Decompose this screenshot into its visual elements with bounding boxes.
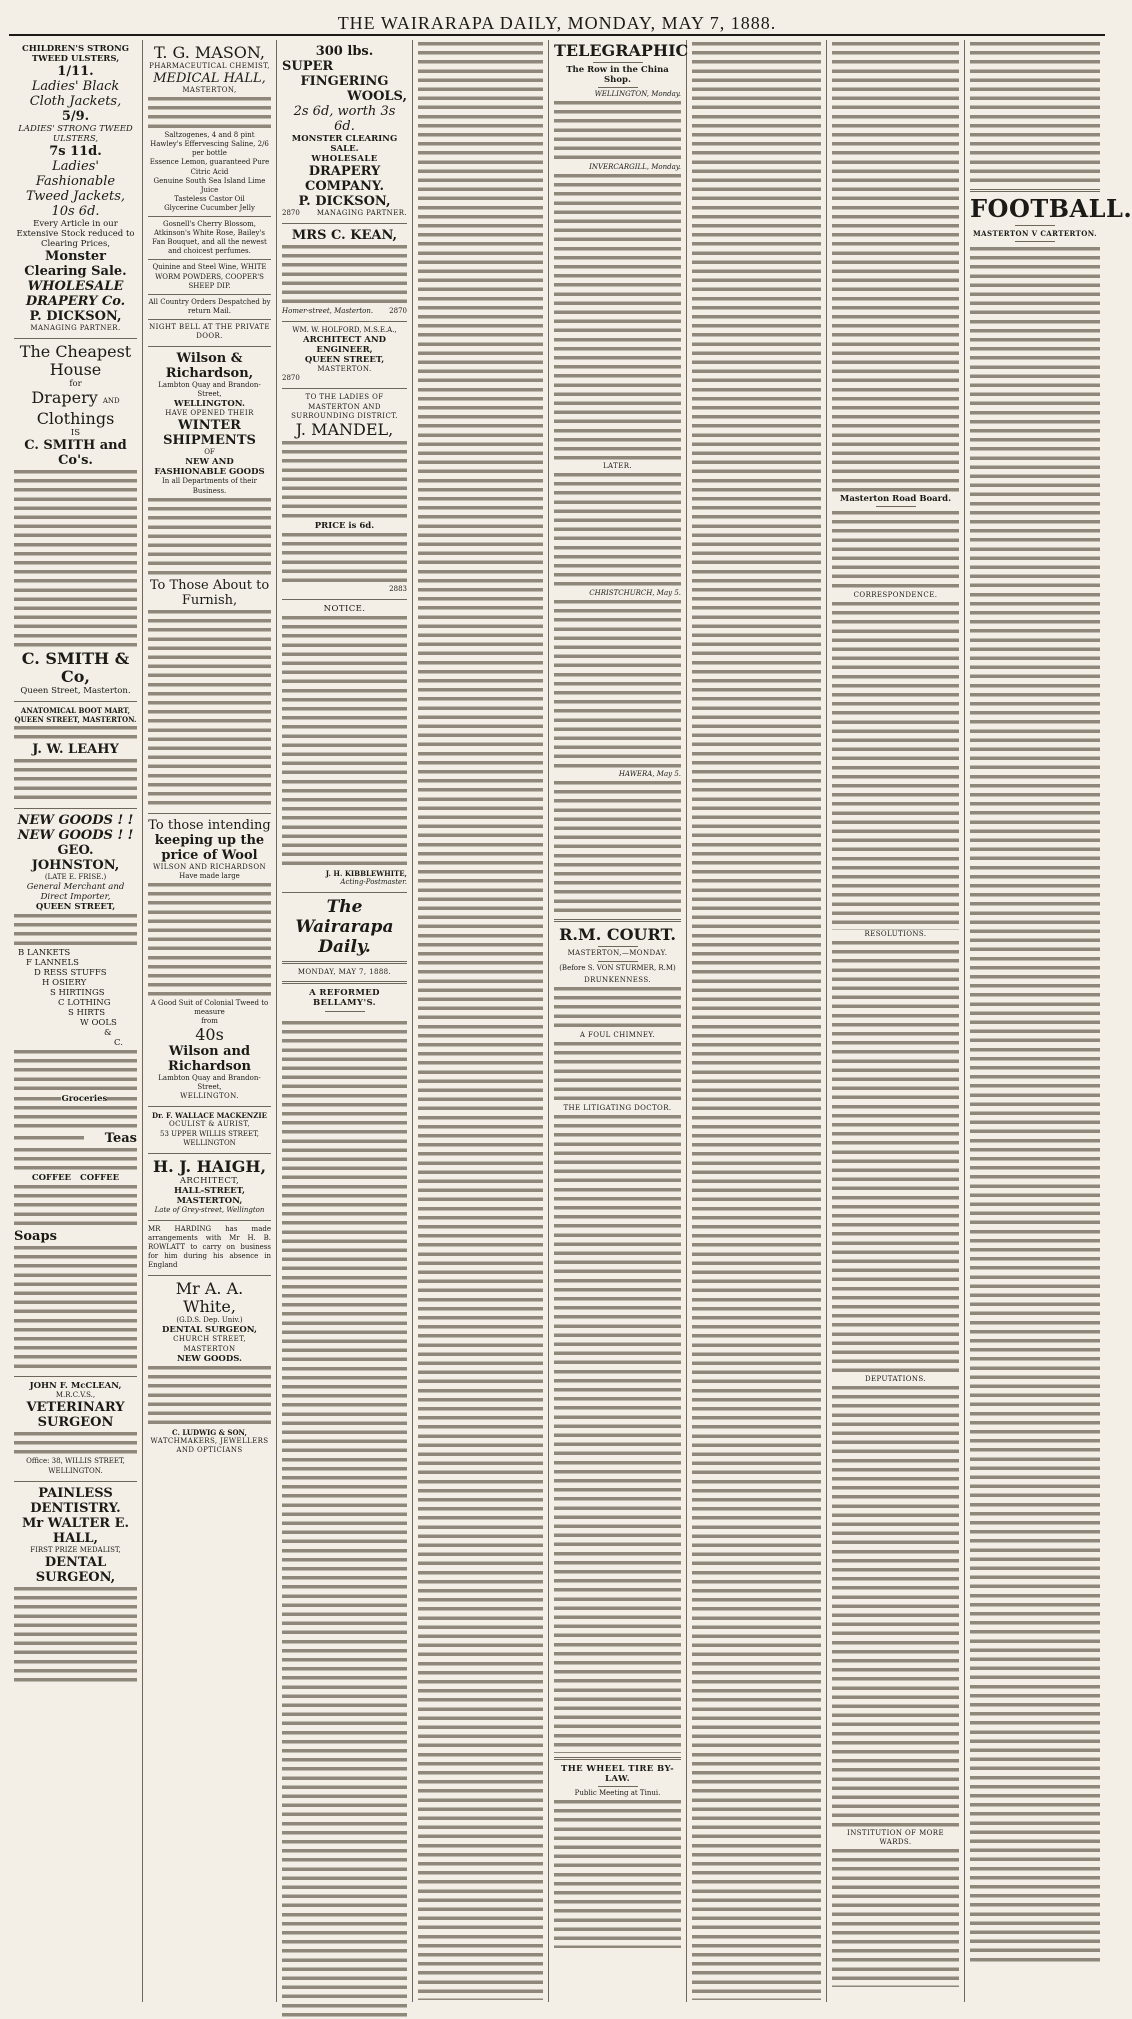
ad-body-text: [148, 95, 271, 131]
ad-line: Ladies' Black Cloth Jackets,: [29, 79, 122, 109]
ad-price: 2s 6d, worth 3s 6d.: [293, 104, 396, 134]
ad-word: COFFEE: [79, 1173, 120, 1184]
ad-goods-line: H OSIERY: [42, 978, 87, 989]
ad-title: DENTAL SURGEON,: [35, 1554, 116, 1585]
ad-company: Wilson and Richardson: [168, 1044, 251, 1075]
article-text: [554, 1798, 681, 1948]
ad-wilson-richardson-wool: [148, 814, 271, 1108]
ad-title: MANAGING PARTNER.: [30, 324, 121, 332]
ad-item: Genuine South Sea Island Lime Juice: [153, 176, 266, 194]
ad-quantity: 300 lbs.: [315, 44, 374, 59]
notice-text: [282, 614, 407, 869]
ad-item: Glycerine Cucumber Jelly: [164, 203, 255, 212]
article-text: [554, 1040, 681, 1104]
ad-line: In all Departments of their Business.: [162, 477, 257, 495]
ad-headline: WOOLS,: [347, 89, 407, 104]
editorial-date: MONDAY, MAY 7, 1888.: [297, 968, 392, 977]
ad-goods-line: D RESS STUFFS: [34, 968, 107, 979]
ad-number: 2883: [389, 584, 407, 593]
ad-line: A Good Suit of Colonial Tweed to measure: [150, 998, 269, 1016]
ad-body-text: [14, 1183, 137, 1229]
ad-line: All Country Orders Despatched by return Mail.: [148, 297, 271, 315]
ad-item: Essence Lemon, guaranteed Pure Citric Acid: [149, 158, 270, 176]
ad-item: Quinine and Steel Wine, WHITE WORM POWDERS, COOPER'S SHEEP DIP.: [152, 263, 267, 290]
ad-price: PRICE is 6d.: [314, 520, 375, 531]
ad-headline: WINTER SHIPMENTS: [163, 418, 256, 449]
ad-title: MANAGING PARTNER.: [316, 209, 407, 217]
ad-body-text: [14, 468, 137, 650]
ad-white-dental: [148, 1276, 271, 1455]
ad-title: OCULIST & AURIST,: [168, 1120, 250, 1129]
article-text: [554, 598, 681, 770]
notice-heading: NOTICE.: [323, 603, 366, 614]
ad-headline: PAINLESS DENTISTRY.: [30, 1485, 121, 1516]
ad-line: Late of Grey-street, Wellington: [154, 1205, 265, 1214]
ad-word: AND: [102, 397, 120, 406]
ad-fingering-wools: [282, 40, 407, 224]
ad-dentistry: [14, 1482, 137, 1685]
article-subhead: DRUNKENNESS.: [584, 975, 651, 984]
ad-line: (LATE E. FRISE.): [44, 873, 107, 882]
ad-company: Wilson & Richardson,: [165, 351, 254, 382]
ad-line: from: [201, 1017, 218, 1025]
dateline: MASTERTON,—MONDAY.: [567, 949, 668, 958]
ad-headline: MEDICAL HALL,: [153, 71, 266, 87]
ad-word: Soaps: [14, 1229, 57, 1245]
ad-name: MRS C. KEAN,: [291, 228, 398, 244]
ad-body-text: [14, 1104, 137, 1131]
ad-word: COFFEE: [31, 1173, 72, 1184]
ad-price: 40s: [195, 1025, 224, 1045]
ad-line: for: [69, 379, 82, 390]
ad-company: C. SMITH & Co,: [21, 649, 130, 687]
ad-headline: Monster Clearing Sale.: [24, 249, 127, 279]
ad-address: Lambton Quay and Brandon-Street,: [158, 1074, 261, 1092]
column-7: [827, 40, 965, 2002]
ad-body-text: [148, 496, 271, 578]
ad-body-text: [282, 243, 407, 307]
ad-goods-line: F LANNELS: [26, 958, 79, 969]
column-2: [143, 40, 277, 2002]
ad-line: IS: [70, 428, 81, 439]
ad-name: J. W. LEAHY: [32, 742, 119, 758]
ad-heading: ANATOMICAL BOOT MART, QUEEN STREET, MASTERTON.: [14, 706, 137, 725]
ad-company: C. SMITH and Co's.: [24, 438, 127, 469]
article-text: [832, 1384, 959, 1829]
ad-line: OF: [204, 448, 215, 457]
editorial-body: [282, 1019, 407, 2019]
editorial-title: The Wairarapa Daily.: [295, 897, 394, 958]
ad-number: 2870: [389, 307, 407, 316]
article-text: [970, 245, 1100, 1965]
ad-line: FIRST PRIZE MEDALIST,: [30, 1545, 121, 1554]
ad-address: Lambton Quay and Brandon-Street,: [158, 381, 261, 399]
ad-address: QUEEN STREET,: [304, 355, 385, 366]
article-headline: MASTERTON V CARTERTON.: [973, 229, 1097, 238]
ad-address: MASTERTON,: [182, 86, 237, 95]
ad-headline: To Those About to Furnish,: [149, 577, 270, 608]
editorial-masthead: [282, 893, 407, 1019]
ad-headline: MONSTER CLEARING SALE.: [291, 134, 398, 154]
ad-headline: NEW GOODS ! !: [17, 813, 134, 829]
ad-line: General Merchant and Direct Importer,: [26, 882, 125, 903]
dateline: WELLINGTON, Monday.: [594, 90, 681, 98]
ad-address: QUEEN STREET,: [35, 902, 116, 913]
ad-headline: NEW GOODS.: [177, 1353, 242, 1364]
ad-item: Hawley's Effervescing Saline, 2/6 per bottle: [150, 140, 269, 158]
rm-court-section: [554, 926, 681, 984]
ad-mrs-kean: [282, 224, 407, 322]
ad-word: SUPER: [282, 59, 334, 74]
ad-body-text: [14, 1146, 137, 1173]
ad-mason-chemist: [148, 40, 271, 347]
notice-title: Acting-Postmaster.: [340, 877, 407, 886]
ad-holford-architect: [282, 322, 407, 389]
article-headline: The Row in the China Shop.: [566, 65, 669, 85]
ad-body-text: [14, 757, 137, 803]
ad-price: 7s 11d.: [49, 144, 102, 159]
ad-wilson-richardson-winter: [148, 347, 271, 814]
ad-line: NIGHT BELL AT THE PRIVATE DOOR.: [149, 322, 270, 340]
editorial-headline: A REFORMED BELLAMY'S.: [309, 988, 380, 1009]
ad-headline: VETERINARY SURGEON: [26, 1400, 125, 1431]
road-board-section: [832, 494, 959, 507]
notice-text: MR HARDING has made arrangements with Mr H. B. ROWLATT to carry on business for him during his absence in England: [148, 1224, 271, 1270]
wheel-tire-section: [554, 1764, 681, 1798]
masthead: [9, 10, 1105, 36]
notice-harding: [148, 1221, 271, 1276]
ad-headline: To those intending: [148, 817, 271, 833]
ad-address: Queen Street, Masterton.: [20, 686, 131, 697]
article-subhead: THE LITIGATING DOCTOR.: [563, 1103, 672, 1112]
ad-price: 5/9.: [61, 109, 90, 124]
ad-name: Dr. F. WALLACE MACKENZIE: [152, 1111, 267, 1121]
column-6: [687, 40, 827, 2002]
ad-goods-line: B LANKETS: [18, 948, 71, 959]
article-subhead: INSTITUTION OF MORE WARDS.: [847, 1829, 944, 1847]
column-8: [965, 40, 1132, 2002]
ad-title: PHARMACEUTICAL CHEMIST,: [149, 62, 270, 70]
ad-heading: CHILDREN'S STRONG TWEED ULSTERS,: [21, 44, 130, 64]
article-subhead: DEPUTATIONS.: [864, 1375, 927, 1384]
ad-body-text: [148, 1364, 271, 1428]
ad-address: Homer-street, Masterton.: [282, 307, 374, 316]
ad-address: WELLINGTON.: [174, 399, 245, 410]
ad-geo-johnston: [14, 809, 137, 1377]
ad-word: Clothings: [36, 409, 115, 429]
ad-line: M.R.C.V.S.,: [55, 1391, 96, 1400]
ad-price: 1/11.: [57, 64, 94, 79]
article-text: [554, 1113, 681, 1753]
ad-line: Have made large: [179, 871, 240, 880]
ad-oculist: [148, 1107, 271, 1153]
football-section: [970, 194, 1132, 242]
article-text: [554, 985, 681, 1031]
column-3: [277, 40, 413, 2002]
ad-address: MASTERTON.: [317, 365, 372, 374]
newspaper-title: THE WAIRARAPA DAILY, MONDAY, MAY 7, 1888.: [337, 13, 777, 33]
ad-company: WHOLESALE DRAPERY Co.: [25, 279, 126, 309]
ad-number: 2870: [282, 374, 300, 383]
dateline: INVERCARGILL, Monday.: [589, 163, 681, 172]
ad-headline: NEW GOODS ! !: [17, 828, 134, 844]
ad-name: WM. W. HOLFORD, M.S.E.A.,: [292, 326, 397, 335]
ad-body-text: [14, 724, 137, 742]
ad-word: Drapery: [31, 388, 98, 408]
dateline: CHRISTCHURCH, May 5.: [589, 589, 681, 598]
column-5: [549, 40, 687, 2002]
ad-title: DENTAL SURGEON,: [162, 1325, 257, 1336]
ad-headline: NEW AND FASHIONABLE GOODS: [154, 457, 265, 478]
ad-boot-mart: [14, 702, 137, 809]
post-office-notice: [282, 600, 407, 893]
ad-name: Mr A. A. White,: [175, 1279, 244, 1317]
ad-word: Teas: [104, 1131, 137, 1147]
ad-item: Tasteless Castor Oil: [174, 194, 245, 203]
ad-item: Gosnell's Cherry Blossom, Atkinson's White Rose, Bailey's Fan Bouquet, and all the newest and choicest perfumes.: [152, 220, 267, 256]
ad-name: JOHN F. McCLEAN,: [29, 1381, 122, 1392]
article-text: [554, 471, 681, 589]
ad-body-text: [282, 531, 407, 585]
ad-wholesale-drapery: [14, 40, 137, 339]
columns: [9, 40, 1132, 2002]
section-heading: TELEGRAPHIC: [554, 41, 689, 60]
ad-body-text: [148, 608, 271, 808]
ad-company: C. LUDWIG & SON,: [172, 1427, 247, 1437]
article-text: [832, 509, 959, 591]
section-heading: FOOTBALL.: [970, 194, 1132, 223]
article-text: [832, 600, 959, 930]
ad-address: HALL-STREET, MASTERTON,: [174, 1185, 245, 1206]
ad-address: CHURCH STREET, MASTERTON: [173, 1335, 246, 1353]
editorial-body-continued: [418, 40, 543, 2000]
ad-goods-line: W OOLS: [80, 1018, 117, 1029]
article-text: [832, 1847, 959, 1987]
column-4: [413, 40, 549, 2002]
ad-address: WELLINGTON.: [180, 1092, 239, 1101]
ad-c-smith: [14, 339, 137, 702]
ad-line: WHOLESALE: [311, 154, 378, 164]
dateline: HAWERA, May 5.: [618, 770, 681, 779]
section-heading: Masterton Road Board.: [839, 494, 952, 504]
ad-name: T. G. MASON,: [154, 43, 265, 62]
ad-name: J. MANDEL,: [295, 419, 394, 439]
telegraphic-section: [554, 40, 689, 99]
ad-body-text: [14, 1585, 137, 1685]
ad-line: Ladies' Fashionable Tweed Jackets, 10s 6d.: [25, 159, 126, 219]
article-subhead: A FOUL CHIMNEY.: [579, 1030, 656, 1039]
article-text: [554, 99, 681, 163]
ad-company: WILSON AND RICHARDSON: [152, 862, 266, 871]
ad-title: WATCHMAKERS, JEWELLERS AND OPTICIANS: [150, 1436, 269, 1454]
ad-title: ARCHITECT AND ENGINEER,: [302, 335, 387, 356]
ad-address: Office: 38, WILLIS STREET, WELLINGTON.: [26, 1457, 125, 1475]
article-text: [554, 172, 681, 462]
ad-body-text: [14, 1430, 137, 1457]
ad-body-text: [14, 912, 137, 948]
section-heading: THE WHEEL TIRE BY-LAW.: [560, 1763, 675, 1784]
ad-goods-line: C.: [114, 1038, 123, 1049]
ad-company: DRAPERY COMPANY.: [305, 164, 384, 194]
ad-address: 53 UPPER WILLIS STREET, WELLINGTON: [160, 1129, 259, 1147]
ad-line: HAVE OPENED THEIR: [165, 409, 254, 418]
ad-number: 2870: [282, 209, 300, 217]
ad-name: Mr WALTER E. HALL,: [21, 1515, 130, 1546]
article-text: [554, 779, 681, 915]
ad-haigh-architect: [148, 1154, 271, 1221]
ad-line: (G.D.S. Dep. Univ.): [176, 1316, 243, 1325]
article-subhead: CORRESPONDENCE.: [853, 591, 938, 599]
article-text-continued: [692, 40, 821, 2000]
section-heading: R.M. COURT.: [559, 925, 676, 945]
ad-goods-line: S HIRTS: [68, 1008, 106, 1019]
article-text: [970, 40, 1100, 185]
article-subhead: LATER.: [603, 462, 632, 471]
ad-item: Saltzogenes, 4 and 8 pint: [164, 131, 255, 140]
ad-name: H. J. HAIGH,: [152, 1156, 267, 1176]
ad-line: Every Article in our Extensive Stock reduced to Clearing Prices,: [16, 219, 135, 249]
ad-headline: FINGERING: [300, 74, 389, 89]
article-text: [832, 939, 959, 1375]
column-1: [9, 40, 143, 2002]
ad-heading: TO THE LADIES OF MASTERTON AND SURROUNDING DISTRICT.: [291, 393, 398, 420]
article-headline: Public Meeting at Tinui.: [574, 1788, 661, 1797]
ad-body-text: [14, 1048, 137, 1094]
ad-name: GEO. JOHNSTON,: [31, 843, 120, 874]
article-subhead: RESOLUTIONS.: [864, 930, 927, 939]
ad-name: P. DICKSON,: [298, 194, 391, 209]
ad-word: Groceries: [61, 1094, 108, 1105]
ad-body-text: [148, 881, 271, 999]
ad-body-text: [282, 439, 407, 521]
article-text: [832, 40, 959, 494]
ad-headline: keeping up the price of Wool: [154, 832, 265, 863]
ad-mandel: [282, 389, 407, 599]
ad-title: ARCHITECT,: [179, 1175, 240, 1186]
ad-veterinary: [14, 1377, 137, 1481]
ad-goods-line: C LOTHING: [58, 998, 111, 1009]
ad-name: P. DICKSON,: [29, 309, 122, 324]
ad-goods-line: S HIRTINGS: [50, 988, 105, 999]
court-presiding: (Before S. VON STURMER, R.M): [559, 963, 676, 972]
notice-signature: J. H. KIBBLEWHITE,: [325, 868, 407, 878]
ad-heading: LADIES' STRONG TWEED ULSTERS,: [18, 124, 133, 144]
ad-headline: The Cheapest House: [19, 342, 132, 380]
ad-goods-line: &: [104, 1028, 112, 1039]
ad-body-text: [14, 1244, 137, 1371]
